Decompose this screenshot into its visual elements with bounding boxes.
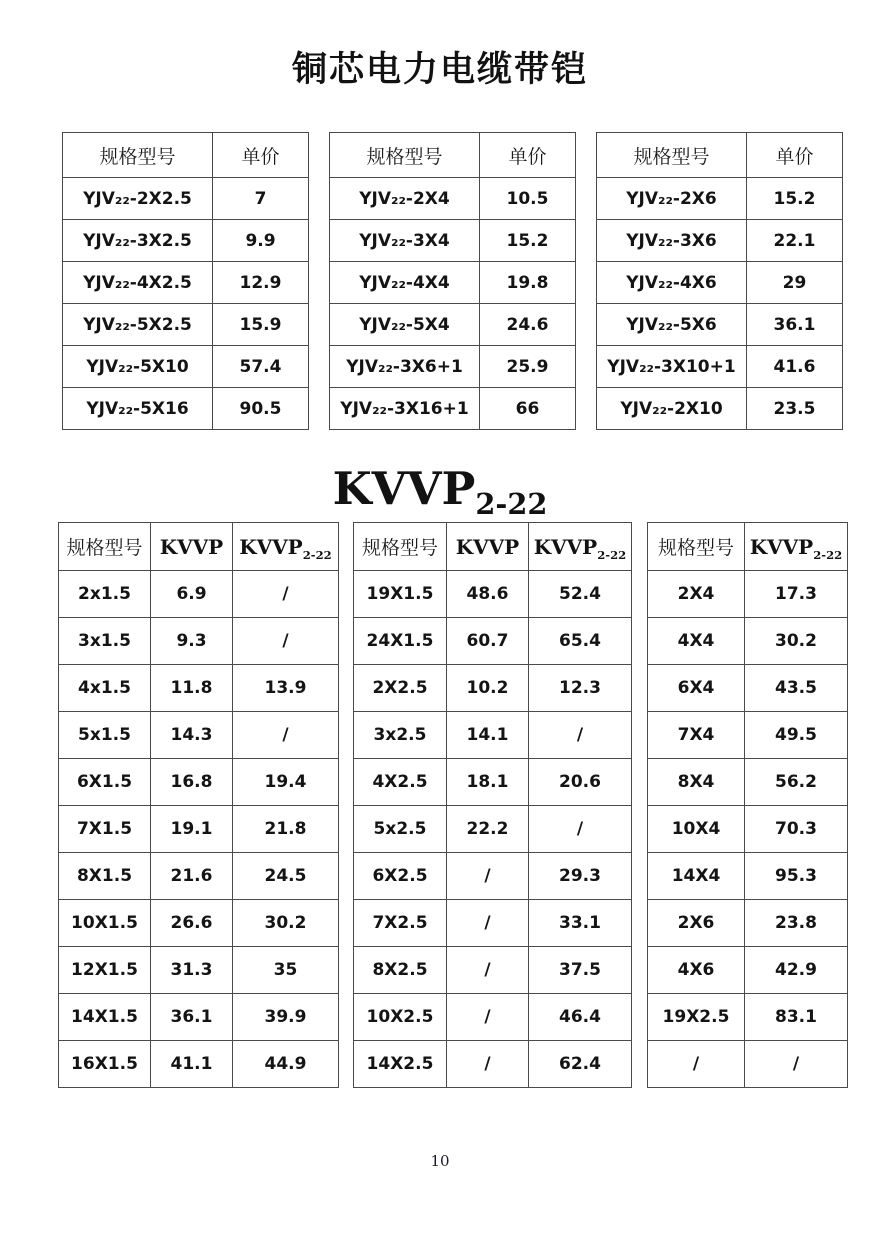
table-row: [330, 220, 576, 262]
kvvp222-price-cell: 30.2: [233, 900, 339, 947]
spec-cell: 5x2.5: [354, 806, 447, 853]
kvvp222-price-cell: /: [233, 618, 339, 665]
table-row: [59, 712, 339, 759]
table-row: [597, 178, 843, 220]
table-row: [59, 1041, 339, 1088]
kvvp222-price-cell: 35: [233, 947, 339, 994]
kvvp-price-cell: /: [447, 994, 529, 1041]
table-row: [648, 759, 848, 806]
price-cell: 9.9: [213, 220, 309, 262]
kvvp-price-cell: 26.6: [151, 900, 233, 947]
spec-cell: 7X2.5: [354, 900, 447, 947]
spec-cell: 14X1.5: [59, 994, 151, 1041]
table-row: [354, 947, 632, 994]
kvvp222-price-cell: 30.2: [745, 618, 848, 665]
spec-cell: YJV₂₂-5X4: [330, 304, 480, 346]
price-cell: 10.5: [480, 178, 576, 220]
kvvp-price-cell: 22.2: [447, 806, 529, 853]
spec-cell: 4X2.5: [354, 759, 447, 806]
kvvp222-header-subscript: 2-22: [302, 547, 332, 562]
table-row: [354, 618, 632, 665]
header-row: [597, 133, 843, 178]
spec-cell: YJV₂₂-5X2.5: [63, 304, 213, 346]
spec-column-header: 规格型号: [354, 523, 447, 571]
spec-cell: 14X2.5: [354, 1041, 447, 1088]
table-row: [648, 571, 848, 618]
table-row: [648, 665, 848, 712]
price-cell: 41.6: [747, 346, 843, 388]
spec-cell: YJV₂₂-2X4: [330, 178, 480, 220]
table-row: [354, 712, 632, 759]
table-row: [648, 712, 848, 759]
kvvp222-price-cell: 13.9: [233, 665, 339, 712]
kvvp222-price-cell: 12.3: [529, 665, 632, 712]
price-cell: 36.1: [747, 304, 843, 346]
table-row: [597, 262, 843, 304]
spec-cell: YJV₂₂-3X6: [597, 220, 747, 262]
spec-cell: YJV₂₂-4X4: [330, 262, 480, 304]
kvvp222-price-cell: 49.5: [745, 712, 848, 759]
kvvp222-price-cell: 46.4: [529, 994, 632, 1041]
kvvp222-price-cell: /: [233, 571, 339, 618]
table-row: [354, 665, 632, 712]
table-row: [597, 346, 843, 388]
spec-cell: /: [648, 1041, 745, 1088]
kvvp222-price-cell: 44.9: [233, 1041, 339, 1088]
kvvp222-price-cell: 19.4: [233, 759, 339, 806]
price-cell: 66: [480, 388, 576, 430]
kvvp222-price-cell: 95.3: [745, 853, 848, 900]
header-row: [648, 523, 848, 571]
spec-cell: 19X2.5: [648, 994, 745, 1041]
price-cell: 7: [213, 178, 309, 220]
spec-cell: YJV₂₂-5X10: [63, 346, 213, 388]
spec-cell: 10X1.5: [59, 900, 151, 947]
table-row: [63, 346, 309, 388]
spec-cell: 2X6: [648, 900, 745, 947]
kvvp-price-cell: 41.1: [151, 1041, 233, 1088]
kvvp-price-cell: 19.1: [151, 806, 233, 853]
spec-column-header: 规格型号: [597, 133, 747, 178]
spec-cell: 12X1.5: [59, 947, 151, 994]
spec-column-header: 规格型号: [330, 133, 480, 178]
table-row: [648, 994, 848, 1041]
spec-cell: 8X2.5: [354, 947, 447, 994]
table-row: [59, 994, 339, 1041]
price-cell: 29: [747, 262, 843, 304]
kvvp222-price-cell: 43.5: [745, 665, 848, 712]
table-row: [59, 665, 339, 712]
spec-cell: 2X4: [648, 571, 745, 618]
kvvp-table-group-2: [353, 522, 632, 1088]
price-cell: 15.9: [213, 304, 309, 346]
spec-cell: 19X1.5: [354, 571, 447, 618]
kvvp-price-cell: /: [447, 900, 529, 947]
kvvp222-price-cell: /: [529, 806, 632, 853]
spec-cell: 4X6: [648, 947, 745, 994]
header-row: [354, 523, 632, 571]
section2-title: [12, 462, 868, 521]
table-row: [63, 178, 309, 220]
kvvp222-price-cell: 42.9: [745, 947, 848, 994]
kvvp-price-cell: 48.6: [447, 571, 529, 618]
table-row: [330, 262, 576, 304]
section1-title: 铜芯电力电缆带铠: [291, 49, 588, 90]
section2-title-subscript: 2-22: [475, 487, 548, 521]
spec-cell: 7X4: [648, 712, 745, 759]
kvvp-price-cell: 31.3: [151, 947, 233, 994]
kvvp222-price-cell: /: [233, 712, 339, 759]
kvvp222-price-cell: 20.6: [529, 759, 632, 806]
table-row: [648, 618, 848, 665]
table-row: [59, 759, 339, 806]
header-row: [63, 133, 309, 178]
price-cell: 19.8: [480, 262, 576, 304]
table-row: [354, 759, 632, 806]
spec-cell: 6X4: [648, 665, 745, 712]
header-row: [59, 523, 339, 571]
price-cell: 12.9: [213, 262, 309, 304]
table-row: [59, 853, 339, 900]
kvvp222-price-cell: 29.3: [529, 853, 632, 900]
kvvp-price-cell: 16.8: [151, 759, 233, 806]
table-row: [597, 388, 843, 430]
spec-cell: 2x1.5: [59, 571, 151, 618]
kvvp222-price-cell: /: [745, 1041, 848, 1088]
table-row: [648, 947, 848, 994]
kvvp222-header-base: KVVP: [239, 534, 303, 559]
spec-column-header: 规格型号: [648, 523, 745, 571]
kvvp-price-cell: 21.6: [151, 853, 233, 900]
price-cell: 23.5: [747, 388, 843, 430]
spec-cell: 10X4: [648, 806, 745, 853]
spec-cell: YJV₂₂-5X16: [63, 388, 213, 430]
spec-cell: 8X4: [648, 759, 745, 806]
table-row: [354, 994, 632, 1041]
kvvp222-price-cell: 39.9: [233, 994, 339, 1041]
table-row: [330, 388, 576, 430]
table-row: [59, 900, 339, 947]
spec-cell: YJV₂₂-2X6: [597, 178, 747, 220]
kvvp222-price-cell: 24.5: [233, 853, 339, 900]
spec-cell: YJV₂₂-2X2.5: [63, 178, 213, 220]
spec-cell: YJV₂₂-5X6: [597, 304, 747, 346]
kvvp222-price-cell: 56.2: [745, 759, 848, 806]
spec-column-header: 规格型号: [59, 523, 151, 571]
kvvp222-header-subscript: 2-22: [597, 547, 627, 562]
spec-cell: 7X1.5: [59, 806, 151, 853]
spec-cell: YJV₂₂-3X6+1: [330, 346, 480, 388]
unit-price-column-header: 单价: [213, 133, 309, 178]
spec-cell: 4X4: [648, 618, 745, 665]
kvvp222-column-header: [745, 523, 848, 571]
spec-cell: YJV₂₂-3X4: [330, 220, 480, 262]
table-row: [330, 346, 576, 388]
spec-cell: 6X2.5: [354, 853, 447, 900]
kvvp222-column-header: [529, 523, 632, 571]
unit-price-column-header: 单价: [480, 133, 576, 178]
table-row: [63, 262, 309, 304]
kvvp222-column-header: [233, 523, 339, 571]
header-row: [330, 133, 576, 178]
kvvp222-price-cell: 83.1: [745, 994, 848, 1041]
kvvp222-price-cell: 33.1: [529, 900, 632, 947]
price-cell: 22.1: [747, 220, 843, 262]
table-row: [648, 900, 848, 947]
spec-cell: YJV₂₂-3X10+1: [597, 346, 747, 388]
table-row: [354, 1041, 632, 1088]
spec-cell: YJV₂₂-4X6: [597, 262, 747, 304]
spec-cell: 16X1.5: [59, 1041, 151, 1088]
spec-cell: YJV₂₂-3X2.5: [63, 220, 213, 262]
kvvp222-price-cell: 21.8: [233, 806, 339, 853]
table-row: [648, 1041, 848, 1088]
kvvp222-price-cell: 65.4: [529, 618, 632, 665]
table-row: [63, 388, 309, 430]
kvvp-price-cell: 6.9: [151, 571, 233, 618]
kvvp222-price-cell: 70.3: [745, 806, 848, 853]
price-cell: 15.2: [480, 220, 576, 262]
page-number: 10: [430, 1152, 450, 1170]
yjv-table-group-2: [329, 132, 576, 430]
kvvp-price-tables: [58, 522, 848, 1088]
table-row: [63, 220, 309, 262]
table-row: [59, 947, 339, 994]
kvvp-price-cell: 11.8: [151, 665, 233, 712]
kvvp-price-cell: 36.1: [151, 994, 233, 1041]
kvvp-price-cell: /: [447, 947, 529, 994]
kvvp222-header-subscript: 2-22: [813, 547, 843, 562]
kvvp-price-cell: 9.3: [151, 618, 233, 665]
price-cell: 57.4: [213, 346, 309, 388]
kvvp-price-cell: 14.3: [151, 712, 233, 759]
spec-cell: 24X1.5: [354, 618, 447, 665]
kvvp-price-cell: 10.2: [447, 665, 529, 712]
table-row: [330, 304, 576, 346]
table-row: [330, 178, 576, 220]
spec-cell: 3x2.5: [354, 712, 447, 759]
unit-price-column-header: 单价: [747, 133, 843, 178]
spec-cell: 2X2.5: [354, 665, 447, 712]
spec-column-header: 规格型号: [63, 133, 213, 178]
table-row: [597, 304, 843, 346]
kvvp222-price-cell: 62.4: [529, 1041, 632, 1088]
spec-cell: YJV₂₂-2X10: [597, 388, 747, 430]
table-row: [354, 853, 632, 900]
kvvp-price-cell: 60.7: [447, 618, 529, 665]
spec-cell: 14X4: [648, 853, 745, 900]
kvvp222-header-base: KVVP: [749, 534, 814, 559]
kvvp-table-group-1: [58, 522, 339, 1088]
spec-cell: 8X1.5: [59, 853, 151, 900]
yjv-price-tables: [62, 132, 843, 430]
table-row: [59, 571, 339, 618]
price-cell: 15.2: [747, 178, 843, 220]
kvvp222-price-cell: 23.8: [745, 900, 848, 947]
table-row: [59, 806, 339, 853]
price-cell: 25.9: [480, 346, 576, 388]
kvvp222-price-cell: 17.3: [745, 571, 848, 618]
spec-cell: 6X1.5: [59, 759, 151, 806]
spec-cell: YJV₂₂-3X16+1: [330, 388, 480, 430]
kvvp222-price-cell: 52.4: [529, 571, 632, 618]
kvvp-price-cell: /: [447, 1041, 529, 1088]
kvvp222-header-base: KVVP: [533, 534, 598, 559]
table-row: [354, 806, 632, 853]
table-row: [648, 853, 848, 900]
kvvp222-price-cell: /: [529, 712, 632, 759]
table-row: [63, 304, 309, 346]
spec-cell: 10X2.5: [354, 994, 447, 1041]
spec-cell: 5x1.5: [59, 712, 151, 759]
kvvp-column-header: KVVP: [151, 523, 233, 571]
kvvp-column-header: KVVP: [447, 523, 529, 571]
kvvp-price-cell: 18.1: [447, 759, 529, 806]
spec-cell: 3x1.5: [59, 618, 151, 665]
table-row: [597, 220, 843, 262]
table-row: [59, 618, 339, 665]
yjv-table-group-3: [596, 132, 843, 430]
price-cell: 24.6: [480, 304, 576, 346]
table-row: [354, 571, 632, 618]
table-row: [648, 806, 848, 853]
kvvp-price-cell: /: [447, 853, 529, 900]
kvvp-table-group-3: [647, 522, 848, 1088]
price-cell: 90.5: [213, 388, 309, 430]
yjv-table-group-1: [62, 132, 309, 430]
kvvp-price-cell: 14.1: [447, 712, 529, 759]
table-row: [354, 900, 632, 947]
spec-cell: YJV₂₂-4X2.5: [63, 262, 213, 304]
section2-title-base: KVVP: [332, 462, 476, 515]
spec-cell: 4x1.5: [59, 665, 151, 712]
kvvp222-price-cell: 37.5: [529, 947, 632, 994]
